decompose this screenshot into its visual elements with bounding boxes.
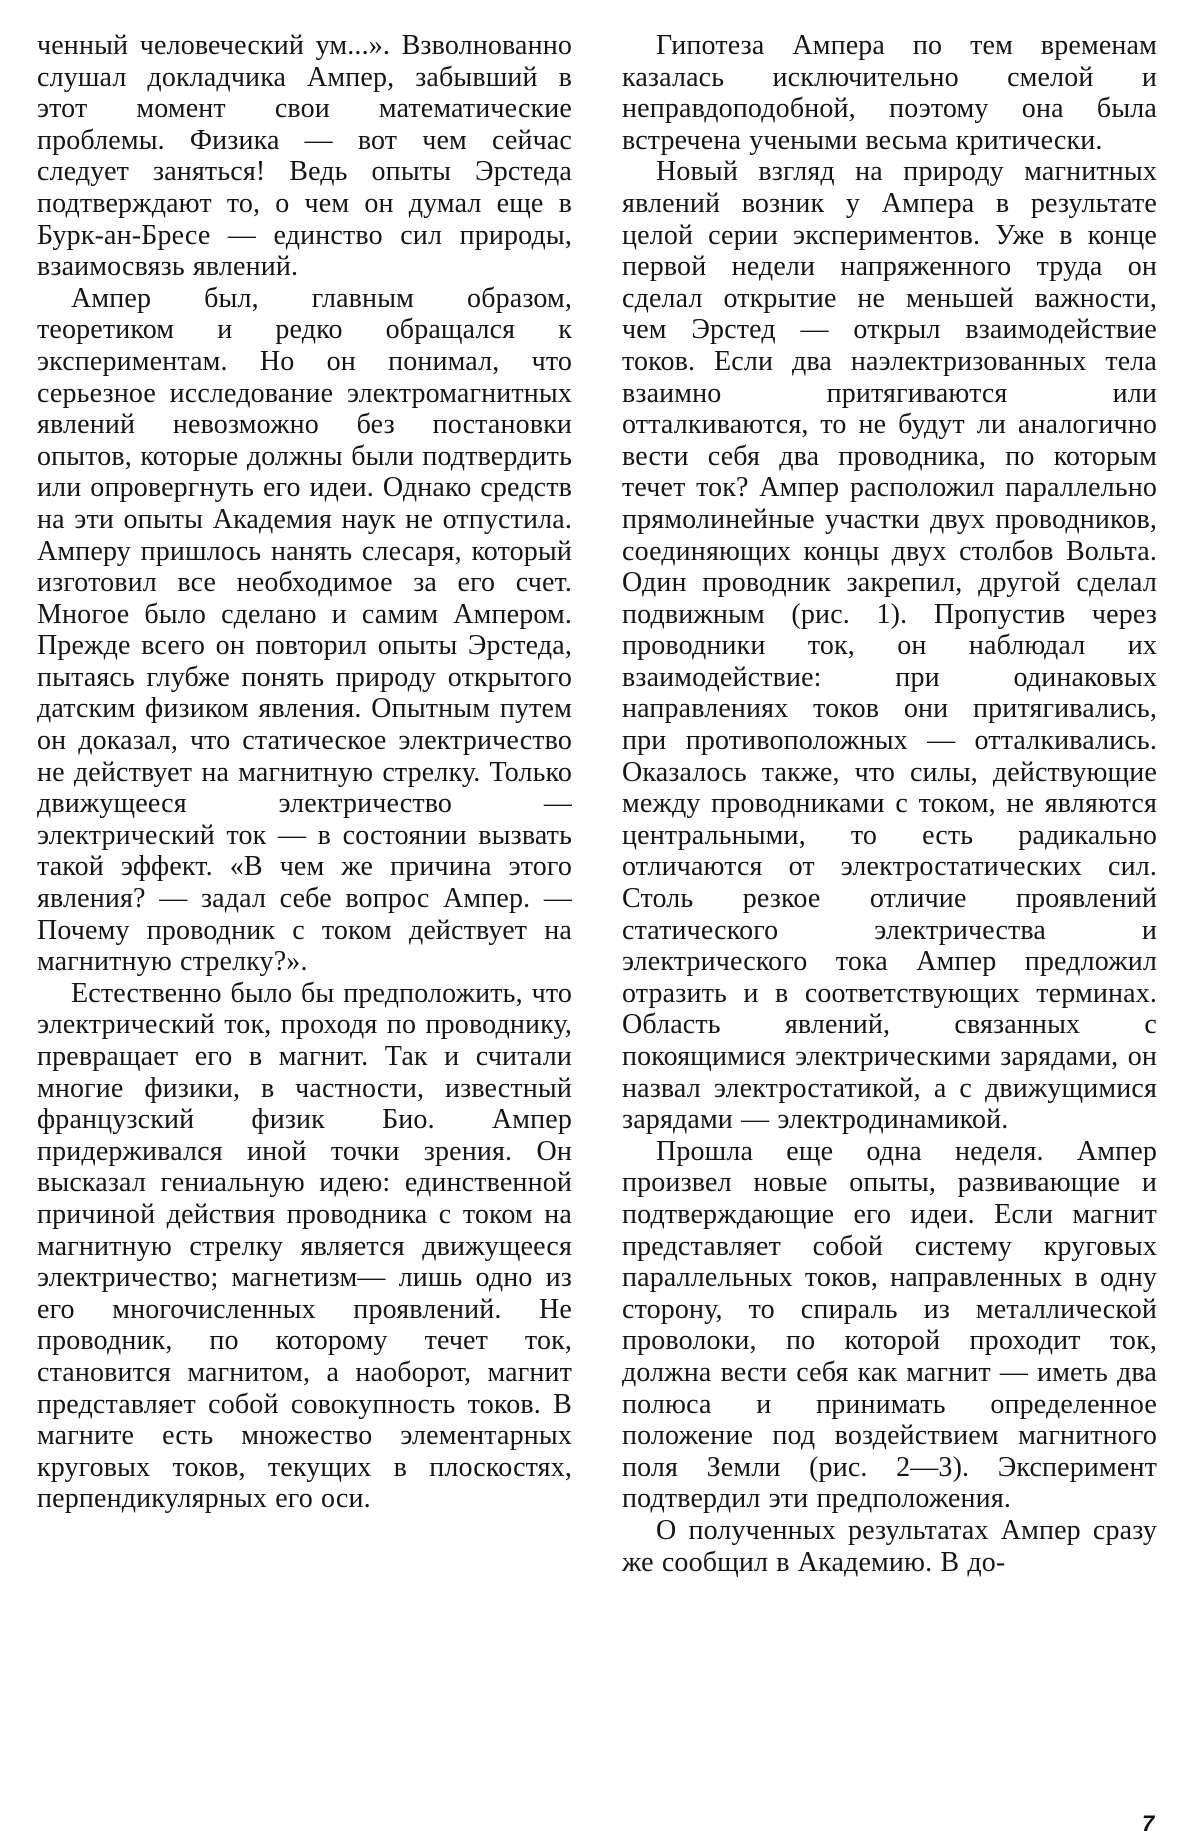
left-text-column xyxy=(37,30,572,1515)
right-paragraph-2: Новый взгляд на природу магнитных явлений возник у Ампера в результате целой серии экспериментов. Уже в конце первой недели напряженного труда он сделал открытие не меньшей важности, чем Эрстед — открыл взаимодействие токов. Если два наэлектризованных тела взаимно притягиваются или отталкиваются, то не будут ли аналогично вести себя два проводника, по которым течет ток? Ампер расположил параллельно прямолинейные участки двух проводников, соединяющих концы двух столбов Вольта. Один проводник закрепил, другой сделал подвижным (рис. 1). Пропустив через проводники ток, он наблюдал их взаимодействие: при одинаковых направлениях токов они притягивались, при противоположных — отталкивались. Оказалось также, что силы, действующие между проводниками с током, не являются центральными, то есть радикально отличаются от электростатических сил. Столь резкое отличие проявлений статического электричества и электрического тока Ампер предложил отразить и в соответствующих терминах. Область явлений, связанных с покоящимися электрическими зарядами, он назвал электростатикой, а с движущимися зарядами — электродинамикой. xyxy=(622,156,1157,1136)
page-number: 7 xyxy=(1142,1811,1155,1836)
right-text-column xyxy=(622,30,1157,1578)
right-paragraph-4: О полученных результатах Ампер сразу же сообщил в Академию. В до- xyxy=(622,1514,1157,1578)
left-paragraph-1: ченный человеческий ум...». Взволнованно слушал докладчика Ампер, забывший в этот момент свои математические проблемы. Физика — вот чем сейчас следует заняться! Ведь опыты Эрстеда подтверждают то, о чем он думал еще в Бурк-ан-Бресе — единство сил природы, взаимосвязь явлений. xyxy=(37,30,572,283)
left-paragraph-3: Естественно было бы предположить, что электрический ток, проходя по проводнику, превращает его в магнит. Так и считали многие физики, в частности, известный французский физик Био. Ампер придерживался иной точки зрения. Он высказал гениальную идею: единственной причиной действия проводника с током на магнитную стрелку является движущееся электричество; магнетизм— лишь одно из его многочисленных проявлений. Не проводник, по которому течет ток, становится магнитом, а наоборот, магнит представляет собой совокупность токов. В магните есть множество элементарных круговых токов, текущих в плоскостях, перпендикулярных его оси. xyxy=(37,977,572,1515)
right-paragraph-1: Гипотеза Ампера по тем временам казалась исключительно смелой и неправдоподобной, поэтому она была встречена учеными весьма критически. xyxy=(622,30,1157,156)
right-paragraph-3: Прошла еще одна неделя. Ампер произвел новые опыты, развивающие и подтверждающие его идеи. Если магнит представляет собой систему круговых параллельных токов, направленных в одну сторону, то спираль из металлической проволоки, по которой проходит ток, должна вести себя как магнит — иметь два полюса и принимать определенное положение под воздействием магнитного поля Земли (рис. 2—3). Эксперимент подтвердил эти предположения. xyxy=(622,1135,1157,1515)
left-paragraph-2: Ампер был, главным образом, теоретиком и редко обращался к экспериментам. Но он понимал, что серьезное исследование электромагнитных явлений невозможно без постановки опытов, которые должны были подтвердить или опровергнуть его идеи. Однако средств на эти опыты Академия наук не отпустила. Амперу пришлось нанять слесаря, который изготовил все необходимое за его счет. Многое было сделано и самим Ампером. Прежде всего он повторил опыты Эрстеда, пытаясь глубже понять природу открытого датским физиком явления. Опытным путем он доказал, что статическое электричество не действует на магнитную стрелку. Только движущееся электричество — электрический ток — в состоянии вызвать такой эффект. «В чем же причина этого явления? — задал себе вопрос Ампер. — Почему проводник с током действует на магнитную стрелку?». xyxy=(37,282,572,978)
